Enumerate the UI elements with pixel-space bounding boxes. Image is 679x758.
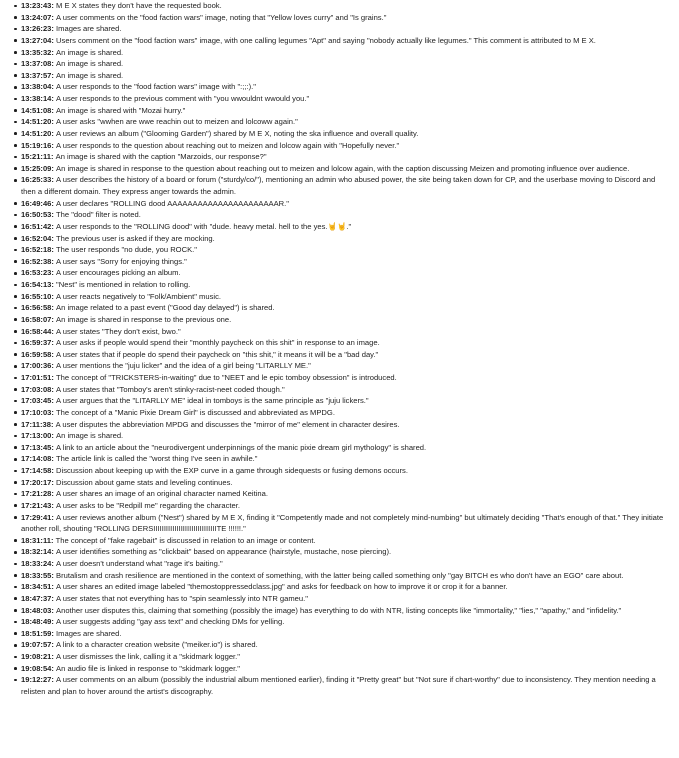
log-entry	[14, 47, 671, 59]
log-entry	[14, 35, 671, 47]
entry-text: A user argues that the "LITARLLY ME" ideal in tomboys is the same principle as "juju lickers."	[56, 396, 369, 406]
log-entry	[14, 581, 671, 593]
log-entry	[14, 256, 671, 268]
timestamp-separator: :	[51, 245, 57, 255]
entry-text: "Nest" is mentioned in relation to rolling.	[56, 280, 191, 289]
timestamp-separator: :	[51, 291, 57, 301]
log-entry	[14, 570, 671, 582]
log-entry	[14, 512, 671, 535]
entry-timestamp: 17:29:41	[21, 512, 52, 522]
log-entry	[14, 477, 671, 489]
timestamp-separator: :	[51, 396, 57, 406]
entry-text: A user asks "wwhen are wwe reachin out to meizen and lolcoww again."	[56, 117, 298, 127]
log-entry	[14, 151, 671, 163]
log-entry	[14, 453, 671, 465]
log-entry	[14, 430, 671, 442]
timestamp-separator: :	[51, 570, 57, 580]
entry-text: A user identifies something as "clickbait" based on appearance (hairstyle, mustache, nose piercing).	[56, 547, 392, 557]
entry-text: Another user disputes this, claiming that something (possibly the image) has everything to do with NTR, listing concepts like "immortality," "lies," "apathy," and "infidelity."	[56, 605, 622, 615]
log-entry	[14, 0, 671, 12]
log-entry	[14, 465, 671, 477]
entry-timestamp: 18:31:11	[21, 535, 51, 545]
log-entry	[14, 105, 671, 117]
entry-timestamp: 16:52:04	[21, 233, 52, 243]
entry-timestamp: 19:12:27	[21, 675, 52, 685]
entry-timestamp: 19:08:21	[21, 652, 52, 661]
entry-timestamp: 13:38:14	[21, 94, 52, 103]
log-entry	[14, 419, 671, 431]
log-entry	[14, 337, 671, 349]
log-entry	[14, 326, 671, 338]
entry-timestamp: 17:20:17	[21, 477, 52, 487]
entry-text: Discussion about keeping up with the EXP curve in a game through sidequests or fusing demons occurs.	[56, 466, 408, 475]
timestamp-separator: :	[51, 442, 57, 452]
log-entry	[14, 244, 671, 256]
timestamp-separator: :	[51, 233, 57, 243]
entry-text: An audio file is linked in response to "skidmark logger."	[56, 663, 240, 673]
log-entry	[14, 267, 671, 279]
timestamp-separator: :	[51, 349, 57, 359]
entry-timestamp: 14:51:08	[21, 105, 52, 115]
entry-timestamp: 18:48:49	[21, 617, 52, 627]
timestamp-separator: :	[51, 163, 57, 173]
entry-text: Brutalism and crash resilience are mentioned in the context of something, with the latter being called something only "gay BITCH es who don't have an EGO" care about.	[56, 570, 624, 580]
entry-timestamp: 17:01:51	[21, 373, 52, 382]
log-entry	[14, 81, 671, 93]
timestamp-separator: :	[51, 140, 57, 150]
log-entry	[14, 209, 671, 221]
log-entry	[14, 128, 671, 140]
entry-timestamp: 18:34:51	[21, 582, 52, 592]
entry-text: Users comment on the "food faction wars" image, with one calling legumes "Apt" and saying "nobody actually like legumes." This comment is attributed to M E X.	[56, 35, 596, 45]
entry-text: A user doesn't understand what "rage it's baiting."	[56, 559, 223, 568]
entry-timestamp: 16:54:13	[21, 280, 52, 289]
log-entry	[14, 628, 671, 640]
log-entry	[14, 12, 671, 24]
entry-text: Images are shared.	[56, 628, 122, 638]
entry-timestamp: 17:03:08	[21, 384, 52, 394]
timestamp-separator: :	[51, 628, 57, 638]
timestamp-separator: :	[51, 24, 57, 34]
entry-text: The user responds "no dude, you ROCK."	[56, 245, 197, 255]
entry-text: The "dood" filter is noted.	[56, 210, 141, 220]
log-entry	[14, 616, 671, 628]
log-entry	[14, 488, 671, 500]
entry-text: A user dismisses the link, calling it a "skidmark logger."	[56, 652, 240, 661]
log-entry	[14, 407, 671, 419]
entry-timestamp: 15:19:16	[21, 140, 52, 150]
timestamp-separator: :	[51, 12, 57, 22]
timestamp-separator: :	[51, 407, 57, 417]
log-entry	[14, 395, 671, 407]
entry-timestamp: 15:25:09	[21, 163, 52, 173]
timestamp-separator: :	[50, 152, 56, 162]
log-entry	[14, 663, 671, 675]
entry-text: The concept of "TRICKSTERS-in-waiting" due to "NEET and le epic tomboy obsession" is introduced.	[56, 373, 397, 382]
entry-text: A user responds to the "food faction wars" image with ":;;:)."	[56, 82, 256, 92]
entry-text: A user describes the history of a board or forum ("sturdy/co/"), mentioning an admin who abused power, the site being taken down for CP, and the userbase moving to Discord and then a different domain. They express anger towards the admin.	[21, 175, 656, 196]
timestamp-separator: :	[51, 314, 57, 324]
entry-text: A user disputes the abbreviation MPDG and discusses the "mirror of me" element in character desires.	[55, 419, 400, 429]
timestamp-separator: :	[51, 105, 57, 115]
log-entry	[14, 546, 671, 558]
entry-text: A user shares an image of an original character named Keitina.	[56, 489, 268, 499]
entry-timestamp: 17:13:00	[21, 431, 52, 441]
entry-timestamp: 17:13:45	[21, 442, 52, 452]
log-entry	[14, 58, 671, 70]
log-entry	[14, 279, 671, 291]
entry-timestamp: 16:59:58	[21, 349, 52, 359]
timestamp-separator: :	[50, 419, 56, 429]
entry-text: A user mentions the "juju licker" and the idea of a girl being "LITARLLY ME."	[56, 361, 311, 371]
timestamp-separator: :	[51, 198, 57, 208]
entry-timestamp: 13:37:57	[21, 70, 52, 80]
entry-text: A user reviews another album ("Nest") shared by M E X, finding it "Competently made and not completely mind-numbing" but ultimately deciding "That's enough of that." They initiate another roll, shouting "ROLLING DERSIIIIIIIIIIIIIIIIIIIIIIIIIIIIIITE !!!!!!."	[21, 512, 664, 534]
entry-text: A user states "They don't exist, bwo."	[56, 326, 181, 336]
timestamp-separator: :	[51, 652, 57, 661]
entry-text: The concept of a "Manic Pixie Dream Girl" is discussed and abbreviated as MPDG.	[56, 407, 335, 417]
timestamp-separator: :	[51, 489, 57, 499]
timestamp-separator: :	[51, 512, 57, 522]
entry-text: An image related to a past event ("Good day delayed") is shared.	[56, 303, 275, 313]
entry-timestamp: 17:00:36	[21, 361, 52, 371]
entry-text: A link to an article about the "neurodivergent underpinnings of the manic pixie dream girl mythology" is shared.	[56, 442, 427, 452]
entry-text: Images are shared.	[56, 24, 122, 34]
log-entry	[14, 639, 671, 651]
entry-timestamp: 16:50:53	[21, 210, 52, 220]
timestamp-separator: :	[51, 221, 57, 231]
entry-timestamp: 16:56:58	[21, 303, 52, 313]
entry-timestamp: 16:51:42	[21, 221, 52, 231]
entry-text: A user suggests adding "gay ass text" and checking DMs for yelling.	[56, 617, 285, 627]
entry-timestamp: 19:08:54	[21, 663, 52, 673]
entry-timestamp: 16:58:07	[21, 314, 52, 324]
timestamp-separator: :	[51, 663, 57, 673]
entry-text: An image is shared.	[56, 70, 124, 80]
timestamp-separator: :	[51, 373, 57, 382]
entry-text: A user responds to the "ROLLING dood" with "dude. heavy metal. hell to the yes.🤘🤘."	[56, 221, 352, 231]
entry-timestamp: 16:52:38	[21, 256, 52, 266]
log-entry	[14, 302, 671, 314]
log-entry	[14, 93, 671, 105]
entry-timestamp: 17:21:43	[21, 500, 52, 510]
timestamp-separator: :	[51, 82, 57, 92]
log-entry	[14, 233, 671, 245]
entry-timestamp: 16:49:46	[21, 198, 52, 208]
entry-timestamp: 16:25:33	[21, 175, 52, 185]
entry-timestamp: 16:59:37	[21, 338, 52, 348]
timestamp-separator: :	[51, 559, 57, 568]
entry-text: An image is shared in response to the previous one.	[56, 314, 232, 324]
log-entry	[14, 23, 671, 35]
timestamp-separator: :	[51, 547, 57, 557]
timestamp-separator: :	[51, 582, 57, 592]
entry-text: M E X states they don't have the requested book.	[56, 1, 222, 10]
timestamp-separator: :	[51, 70, 57, 80]
timestamp-separator: :	[51, 326, 57, 336]
log-entry	[14, 116, 671, 128]
timestamp-separator: :	[51, 466, 57, 475]
entry-text: An image is shared.	[56, 431, 124, 441]
entry-timestamp: 17:11:38	[21, 419, 51, 429]
log-entry	[14, 360, 671, 372]
log-entry	[14, 651, 671, 663]
entry-text: A user comments on an album (possibly the industrial album mentioned earlier), finding it "Pretty great" but "Not sure if chart-worthy" due to inconsistency. They mention needing a relisten and plan to hover around the artist's discography.	[21, 675, 656, 696]
entry-text: A user asks to be "Redpill me" regarding the character.	[56, 500, 240, 510]
timestamp-separator: :	[51, 361, 57, 371]
entry-timestamp: 16:55:10	[21, 291, 52, 301]
entry-timestamp: 18:48:03	[21, 605, 52, 615]
log-entry	[14, 384, 671, 396]
log-entry	[14, 558, 671, 570]
entry-text: The concept of "fake ragebait" is discussed in relation to an image or content.	[55, 535, 316, 545]
entry-timestamp: 19:07:57	[21, 640, 52, 650]
log-entry	[14, 291, 671, 303]
timestamp-separator: :	[51, 338, 57, 348]
entry-timestamp: 17:14:58	[21, 466, 52, 475]
timestamp-separator: :	[51, 210, 57, 220]
log-entry	[14, 349, 671, 361]
entry-timestamp: 17:14:08	[21, 454, 52, 464]
log-entry	[14, 372, 671, 384]
entry-text: A user encourages picking an album.	[56, 268, 181, 278]
entry-timestamp: 14:51:20	[21, 117, 52, 127]
entry-timestamp: 14:51:20	[21, 128, 52, 138]
timestamp-separator: :	[51, 268, 57, 278]
timestamp-separator: :	[51, 431, 57, 441]
timestamp-separator: :	[51, 303, 57, 313]
entry-text: An image is shared.	[56, 59, 124, 69]
entry-timestamp: 13:23:43	[21, 1, 52, 10]
timestamp-separator: :	[51, 47, 57, 57]
timestamp-separator: :	[51, 94, 57, 103]
entry-text: A user comments on the "food faction wars" image, noting that "Yellow loves curry" and "Is grains."	[56, 12, 387, 22]
entry-timestamp: 18:32:14	[21, 547, 52, 557]
entry-text: An image is shared with "Mozai hurry."	[56, 105, 186, 115]
entry-text: An image is shared in response to the question about reaching out to meizen and lolcow again, with the caption discussing Meizen and promoting influence over audience.	[56, 163, 630, 173]
timestamp-separator: :	[51, 175, 57, 185]
timestamp-separator: :	[51, 640, 57, 650]
log-entry	[14, 593, 671, 605]
entry-timestamp: 16:53:23	[21, 268, 52, 278]
log-entry	[14, 674, 671, 697]
timestamp-separator: :	[51, 256, 57, 266]
timestamp-separator: :	[51, 117, 57, 127]
timestamp-separator: :	[51, 35, 57, 45]
entry-timestamp: 17:10:03	[21, 407, 52, 417]
entry-timestamp: 18:33:24	[21, 559, 52, 568]
timestamp-separator: :	[50, 535, 56, 545]
log-entry	[14, 535, 671, 547]
timestamp-separator: :	[51, 384, 57, 394]
entry-text: A user declares "ROLLING dood AAAAAAAAAAAAAAAAAAAAAAR."	[56, 198, 289, 208]
log-entry	[14, 174, 671, 197]
entry-timestamp: 13:37:08	[21, 59, 52, 69]
entry-text: A user responds to the question about reaching out to meizen and lolcow again with "Hopefully never."	[56, 140, 400, 150]
entry-timestamp: 18:51:59	[21, 628, 52, 638]
entry-text: A link to a character creation website ("meiker.io") is shared.	[56, 640, 258, 650]
entry-text: An image is shared.	[56, 47, 124, 57]
entry-timestamp: 13:38:04	[21, 82, 52, 92]
timestamp-separator: :	[51, 500, 57, 510]
timestamp-separator: :	[51, 454, 57, 464]
entry-timestamp: 18:33:55	[21, 570, 52, 580]
entry-timestamp: 13:27:04	[21, 35, 52, 45]
entry-timestamp: 17:03:45	[21, 396, 52, 406]
entry-text: A user says "Sorry for enjoying things."	[56, 256, 187, 266]
entry-timestamp: 17:21:28	[21, 489, 52, 499]
log-entry	[14, 198, 671, 210]
entry-text: A user shares an edited image labeled "themostoppressedclass.jpg" and asks for feedback on how to improve it or crop it for a banner.	[56, 582, 508, 592]
log-entry	[14, 500, 671, 512]
entry-text: A user responds to the previous comment with "you wwouldnt wwould you."	[56, 94, 310, 103]
log-entry	[14, 314, 671, 326]
timestamp-separator: :	[51, 59, 57, 69]
entry-timestamp: 16:52:18	[21, 245, 52, 255]
log-entry	[14, 163, 671, 175]
timestamp-separator: :	[51, 128, 57, 138]
entry-text: A user asks if people would spend their "monthly paycheck on this shit" in response to an image.	[56, 338, 380, 348]
entry-timestamp: 13:26:23	[21, 24, 52, 34]
timestamp-separator: :	[51, 605, 57, 615]
entry-text: A user states that not everything has to "spin seamlessly into NTR gameu."	[56, 593, 308, 603]
entry-text: An image is shared with the caption "Marzoids, our response?"	[55, 152, 267, 162]
log-entry	[14, 442, 671, 454]
entry-timestamp: 18:47:37	[21, 593, 52, 603]
entry-text: A user reviews an album ("Glooming Garden") shared by M E X, noting the ska influence and overall quality.	[56, 128, 419, 138]
entry-text: A user reacts negatively to "Folk/Ambient" music.	[56, 291, 221, 301]
entry-timestamp: 16:58:44	[21, 326, 52, 336]
timestamp-separator: :	[51, 593, 57, 603]
entry-text: Discussion about game stats and leveling continues.	[56, 477, 233, 487]
timestamp-separator: :	[51, 477, 57, 487]
entry-timestamp: 13:24:07	[21, 12, 52, 22]
entry-text: The article link is called the "worst thing I've seen in awhile."	[56, 454, 258, 464]
entry-text: The previous user is asked if they are mocking.	[56, 233, 215, 243]
log-entry	[14, 221, 671, 233]
log-entry	[14, 70, 671, 82]
timestamp-separator: :	[51, 675, 57, 685]
entry-timestamp: 15:21:11	[21, 152, 51, 162]
entry-timestamp: 13:35:32	[21, 47, 52, 57]
entry-text: A user states that if people do spend their paycheck on "this shit," it means it will be a "bad day."	[56, 349, 379, 359]
log-entry	[14, 605, 671, 617]
timestamp-separator: :	[51, 280, 57, 289]
entry-text: A user states that "Tomboy's aren't stinky-racist-neet coded though."	[56, 384, 285, 394]
log-entry	[14, 140, 671, 152]
timestamp-separator: :	[51, 617, 57, 627]
timestamp-separator: :	[51, 1, 57, 10]
